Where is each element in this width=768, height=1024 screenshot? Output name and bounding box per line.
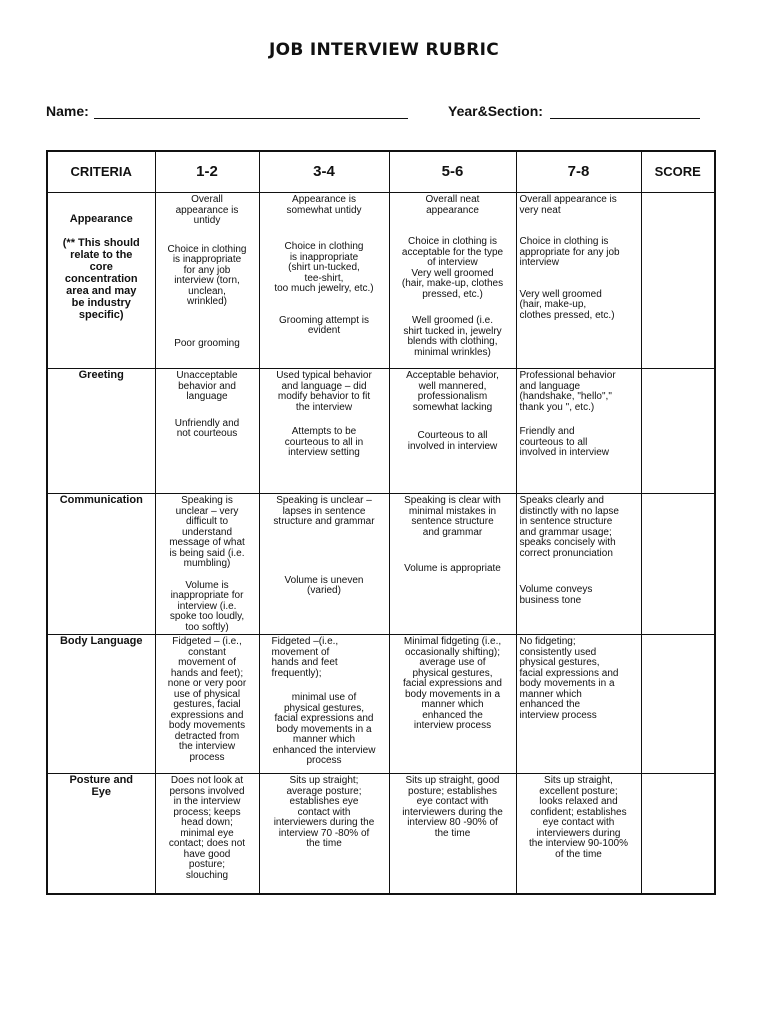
cell-greeting-3-4 (259, 369, 389, 494)
descriptor: Used typical behavior and language – did modify behavior to fit the interview (276, 370, 372, 413)
descriptor: Fidgeted – (i.e., constant movement of hands and feet); none or very poor use of physical gestures, facial expressions and body movements detracted from the interview process (167, 636, 247, 763)
descriptor: Unacceptable behavior and language (176, 370, 238, 402)
cell-posture-3-4 (259, 774, 389, 894)
descriptor: Volume is uneven (varied) (284, 574, 364, 596)
criteria-posture-eye (47, 774, 155, 894)
criteria-appearance (47, 193, 155, 369)
row-greeting (47, 369, 715, 494)
descriptor: Overall appearance is untidy (175, 194, 239, 226)
score-posture-eye[interactable] (641, 774, 715, 894)
cell-greeting-1-2 (155, 369, 259, 494)
descriptor: Fidgeted –(i.e., movement of hands and feet frequently); (271, 636, 339, 679)
cell-posture-7-8 (516, 774, 641, 894)
cell-body-language-7-8 (516, 635, 641, 774)
cell-body-language-3-4 (259, 635, 389, 774)
header-level-5-6: 5-6 (389, 151, 516, 193)
descriptor: Acceptable behavior, well mannered, professionalism somewhat lacking (406, 370, 499, 413)
descriptor: Choice in clothing is inappropriate for any job interview (torn, unclean, wrinkled) (167, 243, 247, 307)
criteria-label: Appearance (69, 213, 133, 225)
rubric-table (46, 150, 716, 895)
descriptor: Volume is inappropriate for interview (i.e. spoke too loudly, too softly) (169, 579, 245, 633)
cell-communication-3-4 (259, 494, 389, 635)
descriptor: Sits up straight, good posture; establishes eye contact with interviewers during the interview 80 -90% of the time (402, 775, 503, 839)
score-body-language[interactable] (641, 635, 715, 774)
score-communication[interactable] (641, 494, 715, 635)
cell-posture-1-2 (155, 774, 259, 894)
descriptor: Courteous to all involved in interview (407, 430, 498, 452)
descriptor: Choice in clothing is acceptable for the type of interview Very well groomed (hair, make-up, clothes pressed, etc.) (401, 236, 504, 300)
descriptor: Volume conveys business tone (519, 584, 593, 606)
criteria-body-language (47, 635, 155, 774)
name-blank-line[interactable] (94, 118, 408, 119)
descriptor: Choice in clothing is inappropriate (shirt un-tucked, tee-shirt, too much jewelry, etc.) (274, 241, 374, 294)
descriptor: Speaks clearly and distinctly with no lapse in sentence structure and grammar usage; speaks concisely with correct pronunciation (519, 495, 619, 559)
score-greeting[interactable] (641, 369, 715, 494)
descriptor: Overall appearance is very neat (519, 194, 617, 216)
descriptor: Speaking is clear with minimal mistakes in sentence structure and grammar (404, 495, 501, 538)
name-label: Name: (46, 103, 89, 119)
descriptor: Overall neat appearance (425, 194, 480, 216)
descriptor: Minimal fidgeting (i.e., occasionally shifting); average use of physical gestures, facial expressions and body movements in a manner which enhanced the interview process (403, 636, 502, 731)
header-score: SCORE (641, 151, 715, 193)
header-level-1-2: 1-2 (155, 151, 259, 193)
criteria-note: (** This should relate to the core concentration area and may be industry specific) (62, 237, 140, 321)
criteria-label: Greeting (78, 369, 124, 381)
cell-communication-7-8 (516, 494, 641, 635)
descriptor: Does not look at persons involved in the interview process; keeps head down; minimal eye contact; does not have good posture; slouching (168, 775, 246, 881)
descriptor: No fidgeting; consistently used physical gestures, facial expressions and body movements in a manner which enhanced the interview process (519, 636, 619, 721)
cell-greeting-7-8 (516, 369, 641, 494)
descriptor: Unfriendly and not courteous (174, 417, 240, 439)
cell-communication-1-2 (155, 494, 259, 635)
header-row (47, 151, 715, 193)
row-body-language (47, 635, 715, 774)
descriptor: minimal use of physical gestures, facial expressions and body movements in a manner which enhanced the interview process (272, 692, 376, 766)
header-level-3-4: 3-4 (259, 151, 389, 193)
score-appearance[interactable] (641, 193, 715, 369)
cell-appearance-3-4 (259, 193, 389, 369)
descriptor: Appearance is somewhat untidy (286, 194, 362, 216)
cell-appearance-1-2 (155, 193, 259, 369)
cell-body-language-1-2 (155, 635, 259, 774)
row-communication (47, 494, 715, 635)
page-title: JOB INTERVIEW RUBRIC (268, 40, 499, 60)
cell-greeting-5-6 (389, 369, 516, 494)
descriptor: Very well groomed (hair, make-up, clothes pressed, etc.) (519, 288, 615, 321)
descriptor: Volume is appropriate (404, 563, 501, 574)
descriptor: Poor grooming (174, 337, 240, 349)
row-appearance (47, 193, 715, 369)
row-posture-eye (47, 774, 715, 894)
descriptor: Well groomed (i.e. shirt tucked in, jewelry blends with clothing, minimal wrinkles) (403, 315, 502, 358)
year-section-blank-line[interactable] (550, 118, 700, 119)
descriptor: Attempts to be courteous to all in interview setting (284, 426, 364, 458)
descriptor: Grooming attempt is evident (278, 314, 370, 336)
cell-body-language-5-6 (389, 635, 516, 774)
criteria-label: Body Language (59, 635, 143, 647)
descriptor: Sits up straight; average posture; establishes eye contact with interviewers during the interview 70 -80% of the time (273, 775, 375, 849)
descriptor: Speaking is unclear – very difficult to understand message of what is being said (i.e. mumbling) (169, 495, 245, 569)
descriptor: Speaking is unclear – lapses in sentence structure and grammar (273, 495, 375, 527)
cell-communication-5-6 (389, 494, 516, 635)
descriptor: Friendly and courteous to all involved in interview (519, 426, 609, 458)
year-section-label: Year&Section: (448, 103, 543, 119)
descriptor: Sits up straight, excellent posture; looks relaxed and confident; establishes eye contact with interviewers during the interview 90-100% of the time (529, 775, 628, 860)
criteria-label: Communication (59, 494, 143, 506)
cell-appearance-5-6 (389, 193, 516, 369)
cell-appearance-7-8 (516, 193, 641, 369)
header-level-7-8: 7-8 (516, 151, 641, 193)
criteria-communication (47, 494, 155, 635)
descriptor: Choice in clothing is appropriate for any job interview (519, 236, 620, 268)
criteria-greeting (47, 369, 155, 494)
cell-posture-5-6 (389, 774, 516, 894)
header-criteria: CRITERIA (47, 151, 155, 193)
criteria-label: Posture and Eye (69, 774, 134, 798)
descriptor: Professional behavior and language (handshake, "hello"," thank you ", etc.) (519, 370, 616, 413)
